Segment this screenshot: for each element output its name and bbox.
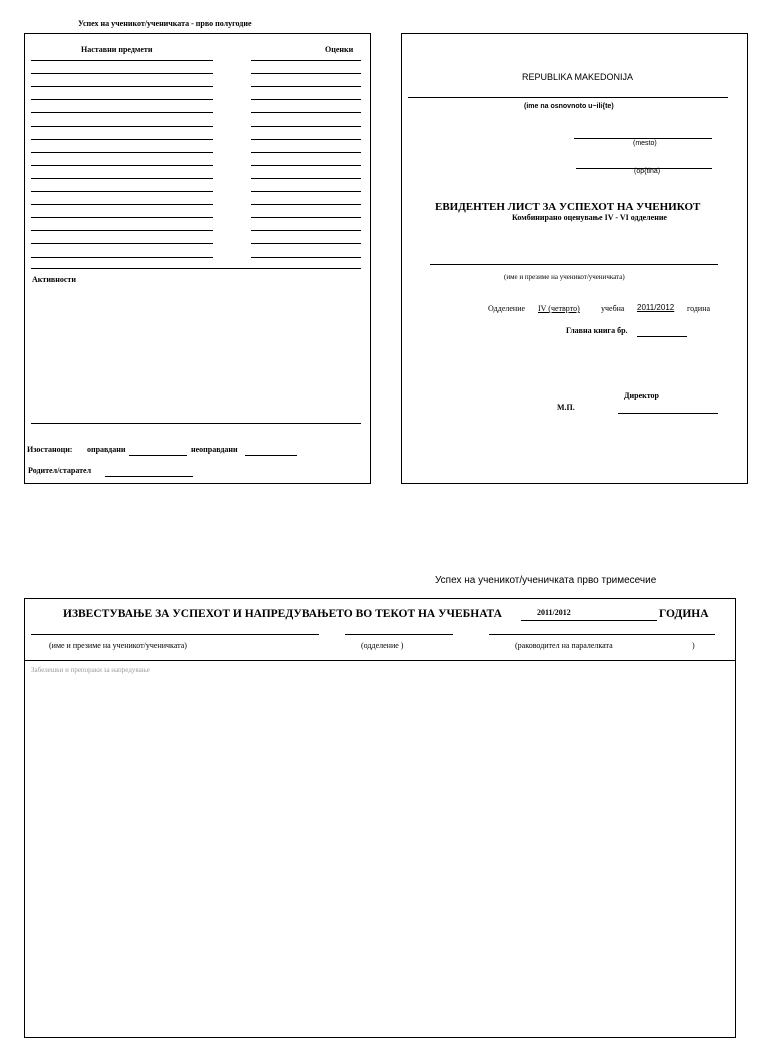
left-card bbox=[24, 33, 371, 484]
subject-line bbox=[31, 139, 213, 140]
parent-label: Родител/старател bbox=[28, 466, 92, 475]
subject-line bbox=[31, 60, 213, 61]
grade-line bbox=[251, 126, 361, 127]
subject-line bbox=[31, 230, 213, 231]
grade-line bbox=[251, 86, 361, 87]
grade-line bbox=[251, 178, 361, 179]
subjects-column-header: Наставни предмети bbox=[81, 45, 153, 54]
activities-bottom-line bbox=[31, 423, 361, 424]
activities-label: Активности bbox=[32, 275, 76, 284]
subject-line bbox=[31, 243, 213, 244]
subject-line bbox=[31, 112, 213, 113]
teacher-caption-close: ) bbox=[692, 641, 695, 650]
school-caption: (ime na osnovnoto u~ili{te) bbox=[524, 103, 614, 110]
subject-line bbox=[31, 73, 213, 74]
grade-line bbox=[251, 165, 361, 166]
seal-label: М.П. bbox=[557, 403, 575, 412]
director-label: Директор bbox=[624, 391, 659, 400]
subject-line bbox=[31, 217, 213, 218]
justified-label: оправдани bbox=[87, 445, 126, 454]
bottom-card bbox=[24, 598, 736, 1038]
grade-line bbox=[251, 243, 361, 244]
class-caption: (одделение ) bbox=[361, 641, 404, 650]
school-name-field bbox=[408, 97, 728, 98]
unjustified-field bbox=[245, 455, 297, 456]
right-card bbox=[401, 33, 748, 484]
notice-year-suffix: ГОДИНА bbox=[659, 608, 709, 620]
subject-line bbox=[31, 178, 213, 179]
grade-line bbox=[251, 152, 361, 153]
notice-year-field bbox=[521, 620, 657, 621]
grade-value: IV (четврто) bbox=[538, 304, 580, 313]
teacher-caption: (раководител на паралелката bbox=[515, 641, 613, 650]
parent-signature-field bbox=[105, 476, 193, 477]
notice-year: 2011/2012 bbox=[537, 608, 571, 617]
absences-label: Изостаноци: bbox=[27, 445, 73, 454]
student-name-field bbox=[430, 264, 718, 265]
notice-title: ИЗВЕСТУВАЊЕ ЗА УСПЕХОТ И НАПРЕДУВАЊЕТО ВО ТЕКОТ НА УЧЕБНАТА bbox=[63, 608, 502, 620]
form-title: ЕВИДЕНТЕН ЛИСТ ЗА УСПЕХОТ НА УЧЕНИКОТ bbox=[435, 201, 701, 213]
activities-separator bbox=[31, 268, 361, 269]
bottom-header: Успех на ученикот/ученичката прво тримесечие bbox=[435, 575, 657, 586]
notes-caption: Забелешки и препораки за напредување bbox=[31, 666, 150, 674]
class-line bbox=[345, 634, 453, 635]
grade-line bbox=[251, 73, 361, 74]
unjustified-label: неоправдани bbox=[191, 445, 238, 454]
subject-line bbox=[31, 204, 213, 205]
place-caption: (mesto) bbox=[633, 140, 657, 147]
subject-line bbox=[31, 257, 213, 258]
teacher-line bbox=[489, 634, 715, 635]
place-field bbox=[574, 138, 712, 139]
grade-line bbox=[251, 217, 361, 218]
grade-line bbox=[251, 139, 361, 140]
municipality-caption: (op{tina) bbox=[634, 168, 661, 175]
school-year-label: учебна bbox=[601, 304, 625, 313]
register-number-field bbox=[637, 336, 687, 337]
subject-line bbox=[31, 126, 213, 127]
student-name-caption: (име и презиме на ученикот/ученичката) bbox=[49, 641, 187, 650]
grade-line bbox=[251, 257, 361, 258]
register-label: Главна книга бр. bbox=[566, 326, 628, 335]
subject-line bbox=[31, 86, 213, 87]
notice-separator bbox=[25, 660, 735, 661]
grade-label: Одделение bbox=[488, 304, 526, 313]
year-suffix: година bbox=[687, 304, 711, 313]
grade-line bbox=[251, 191, 361, 192]
grade-line bbox=[251, 112, 361, 113]
grade-line bbox=[251, 204, 361, 205]
justified-field bbox=[129, 455, 187, 456]
subject-line bbox=[31, 152, 213, 153]
grade-line bbox=[251, 99, 361, 100]
left-card-header: Успех на ученикот/ученичката - прво полугодие bbox=[78, 19, 252, 28]
school-year-value: 2011/2012 bbox=[637, 303, 675, 312]
form-subtitle: Комбинирано оценување IV - VI одделение bbox=[512, 213, 667, 222]
subject-line bbox=[31, 165, 213, 166]
grades-column-header: Оценки bbox=[325, 45, 354, 54]
grade-line bbox=[251, 60, 361, 61]
country-name: REPUBLIKA MAKEDONIJA bbox=[522, 72, 634, 82]
student-name-line bbox=[31, 634, 319, 635]
grade-line bbox=[251, 230, 361, 231]
student-caption: (име и презиме на ученикот/ученичката) bbox=[504, 273, 625, 281]
subject-line bbox=[31, 191, 213, 192]
director-signature-field bbox=[618, 413, 718, 414]
subject-line bbox=[31, 99, 213, 100]
